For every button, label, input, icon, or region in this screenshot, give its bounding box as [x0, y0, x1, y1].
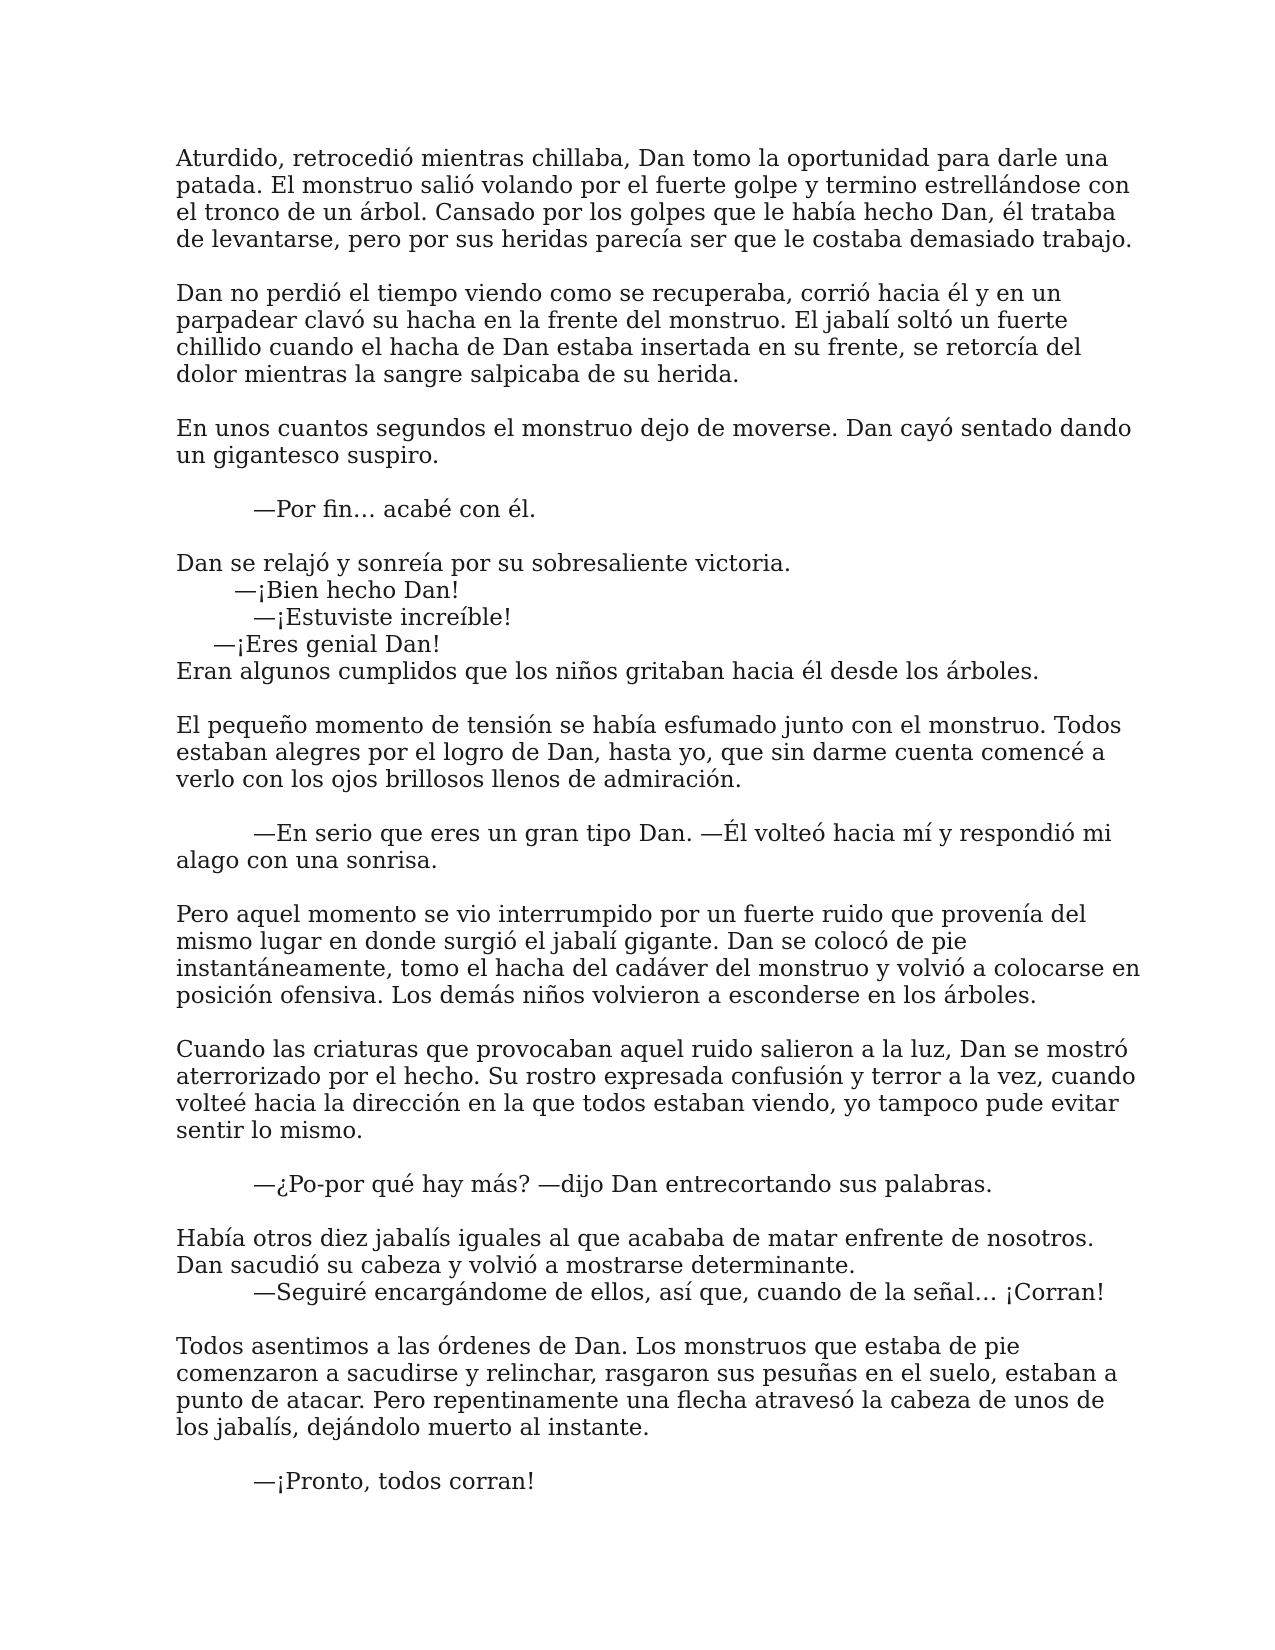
text-line: posición ofensiva. Los demás niños volvieron a esconderse en los árboles.: [176, 983, 1037, 1009]
text-line: estaban alegres por el logro de Dan, hasta yo, que sin darme cuenta comencé a: [176, 740, 1106, 766]
text-line: Había otros diez jabalís iguales al que acababa de matar enfrente de nosotros.: [176, 1226, 1095, 1252]
text-line: parpadear clavó su hacha en la frente del monstruo. El jabalí soltó un fuerte: [176, 308, 1068, 334]
text-line: volteé hacia la dirección en la que todos estaban viendo, yo tampoco pude evitar: [176, 1091, 1119, 1117]
text-line: un gigantesco suspiro.: [176, 443, 440, 469]
text-line: punto de atacar. Pero repentinamente una flecha atravesó la cabeza de unos de: [176, 1388, 1105, 1414]
blank-line: [176, 1010, 1106, 1037]
body-text: [176, 146, 1141, 1496]
text-line: los jabalís, dejándolo muerto al instante.: [176, 1415, 650, 1441]
blank-line: [176, 1145, 1106, 1172]
text-line: Dan no perdió el tiempo viendo como se recuperaba, corrió hacia él y en un: [176, 281, 1062, 307]
dialogue-line: —En serio que eres un gran tipo Dan. —Él volteó hacia mí y respondió mi: [253, 821, 1112, 847]
text-line: de levantarse, pero por sus heridas parecía ser que le costaba demasiado trabajo.: [176, 227, 1133, 253]
text-line: patada. El monstruo salió volando por el fuerte golpe y termino estrellándose con: [176, 173, 1130, 199]
dialogue-line: —Por fin… acabé con él.: [253, 497, 537, 523]
text-line: En unos cuantos segundos el monstruo dejo de moverse. Dan cayó sentado dando: [176, 416, 1132, 442]
blank-line: [176, 794, 1106, 821]
text-line: mismo lugar en donde surgió el jabalí gigante. Dan se colocó de pie: [176, 929, 968, 955]
text-line: dolor mientras la sangre salpicaba de su herida.: [176, 362, 740, 388]
blank-line: [176, 389, 1106, 416]
blank-line: [176, 470, 1106, 497]
dialogue-line: —¿Po-por qué hay más? —dijo Dan entrecortando sus palabras.: [253, 1172, 993, 1198]
text-line: Aturdido, retrocedió mientras chillaba, Dan tomo la oportunidad para darle una: [176, 146, 1109, 172]
blank-line: [176, 686, 1106, 713]
text-line: aterrorizado por el hecho. Su rostro expresada confusión y terror a la vez, cuando: [176, 1064, 1136, 1090]
blank-line: [176, 524, 1106, 551]
text-line: Dan se relajó y sonreía por su sobresaliente victoria.: [176, 551, 792, 577]
dialogue-line: —¡Estuviste increíble!: [253, 605, 513, 631]
blank-line: [176, 1307, 1106, 1334]
text-line: verlo con los ojos brillosos llenos de admiración.: [176, 767, 742, 793]
text-line: comenzaron a sacudirse y relinchar, rasgaron sus pesuñas en el suelo, estaban a: [176, 1361, 1118, 1387]
text-line: El pequeño momento de tensión se había esfumado junto con el monstruo. Todos: [176, 713, 1122, 739]
text-line: Todos asentimos a las órdenes de Dan. Los monstruos que estaba de pie: [176, 1334, 1020, 1360]
text-line: instantáneamente, tomo el hacha del cadáver del monstruo y volvió a colocarse en: [176, 956, 1141, 982]
blank-line: [176, 875, 1106, 902]
text-line: el tronco de un árbol. Cansado por los golpes que le había hecho Dan, él trataba: [176, 200, 1116, 226]
text-line: Pero aquel momento se vio interrumpido por un fuerte ruido que provenía del: [176, 902, 1087, 928]
blank-line: [176, 1199, 1106, 1226]
text-line: alago con una sonrisa.: [176, 848, 438, 874]
text-line: Dan sacudió su cabeza y volvió a mostrarse determinante.: [176, 1253, 856, 1279]
text-line: chillido cuando el hacha de Dan estaba insertada en su frente, se retorcía del: [176, 335, 1082, 361]
dialogue-line: —Seguiré encargándome de ellos, así que, cuando de la señal… ¡Corran!: [253, 1280, 1106, 1306]
text-line: Eran algunos cumplidos que los niños gritaban hacia él desde los árboles.: [176, 659, 1040, 685]
blank-line: [176, 1442, 1106, 1469]
dialogue-line: —¡Bien hecho Dan!: [234, 578, 460, 604]
text-line: Cuando las criaturas que provocaban aquel ruido salieron a la luz, Dan se mostró: [176, 1037, 1129, 1063]
dialogue-line: —¡Eres genial Dan!: [213, 632, 441, 658]
blank-line: [176, 254, 1106, 281]
text-line: sentir lo mismo.: [176, 1118, 364, 1144]
dialogue-line: —¡Pronto, todos corran!: [253, 1469, 536, 1495]
